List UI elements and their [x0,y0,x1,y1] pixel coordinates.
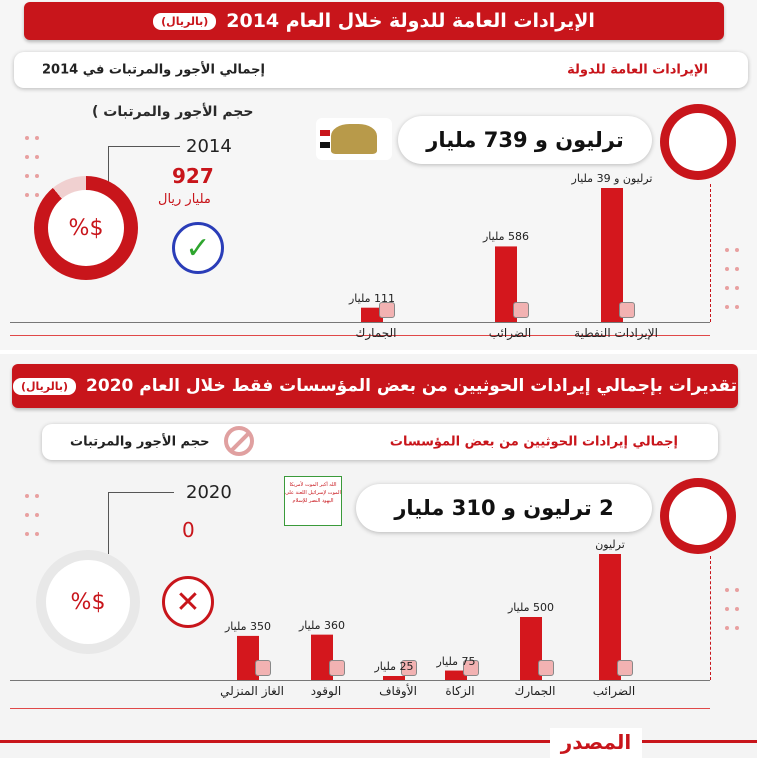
bar-value-label-3: 111 مليار [348,291,396,305]
wages-year-2014: 2014 [186,136,232,157]
chart2-arrow-line [10,708,710,709]
category-icon-2 [538,660,554,676]
wages-unit-2014: مليار ريال [158,192,211,207]
bar-value-label-5: 360 مليار [298,618,346,632]
section2-title: تقديرات بإجمالي إيرادات الحوثيين من بعض المؤسسات فقط خلال العام 2020 [86,376,738,396]
money-hand-icon-2: %$ [70,589,106,615]
section2-total: 2 ترليون و 310 مليار [394,496,614,520]
bar-value-label-1: ترليون و 39 مليار [571,172,653,185]
wages-value-2020: 0 [182,518,195,542]
bar-value-label-2: 586 مليار [482,230,530,244]
bar-category-label-6: الغاز المنزلي [220,684,284,698]
wages-value-2014: 927 [172,164,214,188]
section1-total: ترليون و 739 مليار [426,128,624,152]
wages-year-2020: 2020 [186,482,232,503]
section2-strip-right: إجمالي إيرادات الحوثيين من بعض المؤسسات [389,434,678,450]
bar-value-label-1: ترليون [595,538,625,551]
section2-currency-tag: (بالريال) [13,378,76,395]
bar-value-label-6: 350 مليار [224,619,272,633]
cross-icon: ✕ [162,576,214,628]
section1-strip-left: إجمالي الأجور والمرتبات في 2014 [42,62,265,78]
section1-currency-tag: (بالريال) [153,13,216,30]
wages-heading-2014: حجم الأجور والمرتبات ) [92,104,254,120]
chart2-baseline [10,680,710,681]
bar-value-label-2: 500 مليار [507,601,555,614]
bar-category-label-1: الإيرادات النفطية [574,326,658,340]
slogan-badge: الله أكبر الموت لأمريكا الموت لإسرائيل اللعنة على اليهود النصر للإسلام [284,476,342,526]
section1-title: الإيرادات العامة للدولة خلال العام 2014 [226,10,595,32]
section2-strip-left: حجم الأجور والمرتبات [70,434,210,450]
section1-strip-right: الإيرادات العامة للدولة [567,62,708,78]
bar-category-label-1: الضرائب [592,684,636,698]
bar-category-label-3: الجمارك [355,326,397,340]
bar-category-label-3: الزكاة [445,684,475,698]
bar-category-label-2: الضرائب [488,326,532,340]
bar-category-label-5: الوقود [310,684,342,698]
money-hand-icon: %$ [68,215,104,241]
bar-category-label-4: الأوقاف [379,684,417,698]
category-icon-6 [255,660,271,676]
footer-line [0,740,757,743]
almasdar-logo: المصدر [550,728,642,758]
bar-category-label-2: الجمارك [514,684,556,698]
category-icon-1 [617,660,633,676]
category-icon-5 [329,660,345,676]
bar-value-label-4: 25 مليار [374,660,414,673]
bar-value-label-3: 75 مليار [436,654,476,668]
checkmark-icon: ✓ [172,222,224,274]
